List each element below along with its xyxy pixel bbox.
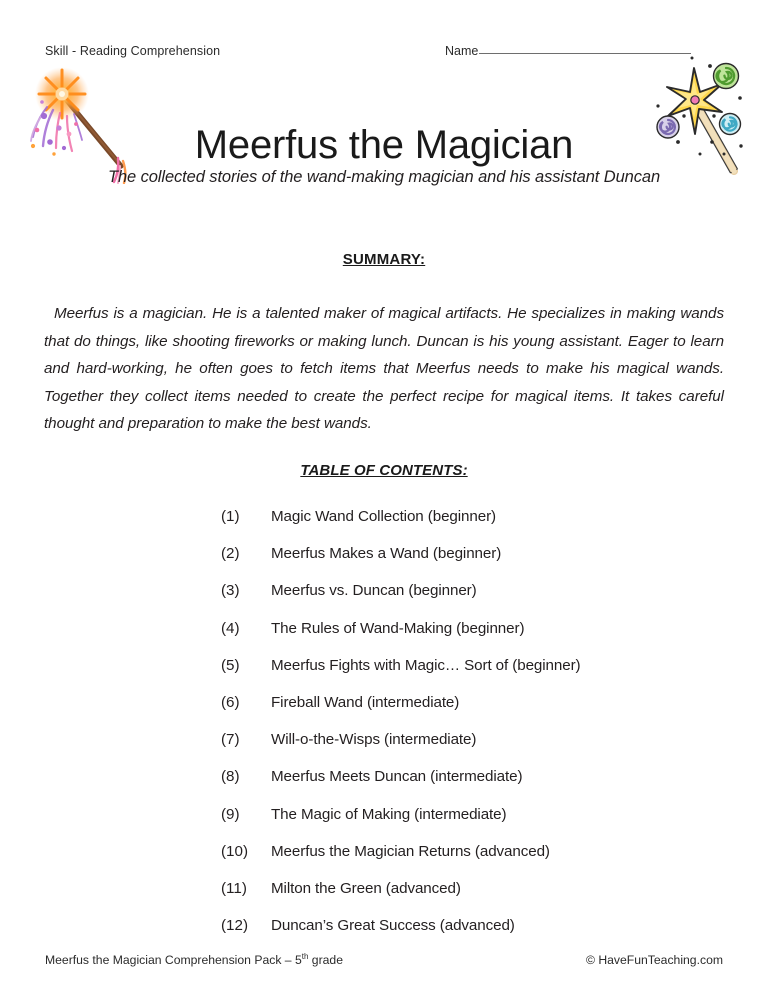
toc-entry[interactable]: [0, 498, 768, 535]
toc-entry[interactable]: [0, 833, 768, 870]
toc-entry-title: The Magic of Making (intermediate): [271, 805, 507, 823]
toc-entry-number: (5): [221, 656, 240, 674]
toc-entry[interactable]: [0, 870, 768, 907]
toc-entry-number: (4): [221, 619, 240, 637]
toc-entry[interactable]: [0, 907, 768, 944]
name-write-in-line[interactable]: [479, 52, 691, 54]
toc-entry[interactable]: [0, 721, 768, 758]
toc-entry-number: (9): [221, 805, 240, 823]
toc-entry-title: The Rules of Wand-Making (beginner): [271, 619, 525, 637]
summary-paragraph: Meerfus is a magician. He is a talented maker of magical artifacts. He specializes in making wands that do things, like shooting fireworks or making lunch. Duncan is his young assistant. Eager to learn and hard-working, he often goes to fetch items that Meerfus needs to make his magical wands. Together they collect items needed to create the perfect recipe for magical items. It takes careful thought and preparation to make the best wands.: [44, 305, 724, 433]
footer: [45, 952, 723, 967]
toc-entry-title: Will-o-the-Wisps (intermediate): [271, 731, 477, 749]
page-subtitle: The collected stories of the wand-making magician and his assistant Duncan: [107, 168, 661, 186]
skill-label: Skill - Reading Comprehension: [45, 44, 221, 58]
toc-entry-number: (7): [221, 731, 240, 749]
toc-entry[interactable]: [0, 684, 768, 721]
toc-entry-title: Milton the Green (advanced): [271, 879, 461, 897]
table-of-contents-heading: TABLE OF CONTENTS:: [300, 462, 468, 479]
toc-entry-title: Fireball Wand (intermediate): [271, 693, 460, 711]
toc-entry-title: Magic Wand Collection (beginner): [271, 508, 496, 525]
header: [0, 44, 768, 66]
toc-entry-title: Meerfus Makes a Wand (beginner): [271, 545, 502, 563]
toc-entry-number: (1): [221, 508, 240, 525]
toc-entry[interactable]: [0, 758, 768, 795]
toc-entry-number: (6): [221, 693, 240, 711]
toc-entry[interactable]: [0, 572, 768, 609]
summary-heading: SUMMARY:: [342, 251, 426, 268]
toc-entry[interactable]: [0, 647, 768, 684]
toc-entry-number: (12): [221, 917, 249, 935]
toc-entry-title: Meerfus vs. Duncan (beginner): [271, 582, 477, 600]
toc-entry-number: (3): [221, 582, 240, 600]
table-of-contents-list: [0, 498, 768, 944]
footer-grade-label: grade: [308, 953, 343, 967]
toc-entry-title: Duncan’s Great Success (advanced): [271, 917, 515, 935]
toc-entry[interactable]: [0, 610, 768, 647]
toc-entry-number: (2): [221, 545, 240, 563]
name-field[interactable]: [445, 44, 691, 58]
toc-entry-title: Meerfus Fights with Magic… Sort of (beginner): [271, 656, 581, 674]
toc-entry-number: (11): [221, 879, 247, 897]
name-label: Name: [445, 44, 479, 58]
toc-entry-number: (10): [221, 842, 249, 860]
footer-copyright: © HaveFunTeaching.com: [585, 953, 723, 967]
toc-entry-title: Meerfus Meets Duncan (intermediate): [271, 768, 523, 786]
footer-left-text: [45, 952, 343, 967]
toc-entry[interactable]: [0, 796, 768, 833]
footer-grade-ordinal: th: [301, 951, 309, 961]
toc-entry[interactable]: [0, 535, 768, 572]
toc-entry-title: Meerfus the Magician Returns (advanced): [271, 842, 550, 860]
page-title: Meerfus the Magician: [194, 122, 574, 167]
footer-pack-label: Meerfus the Magician Comprehension Pack – 5: [45, 953, 302, 967]
toc-entry-number: (8): [221, 768, 240, 786]
